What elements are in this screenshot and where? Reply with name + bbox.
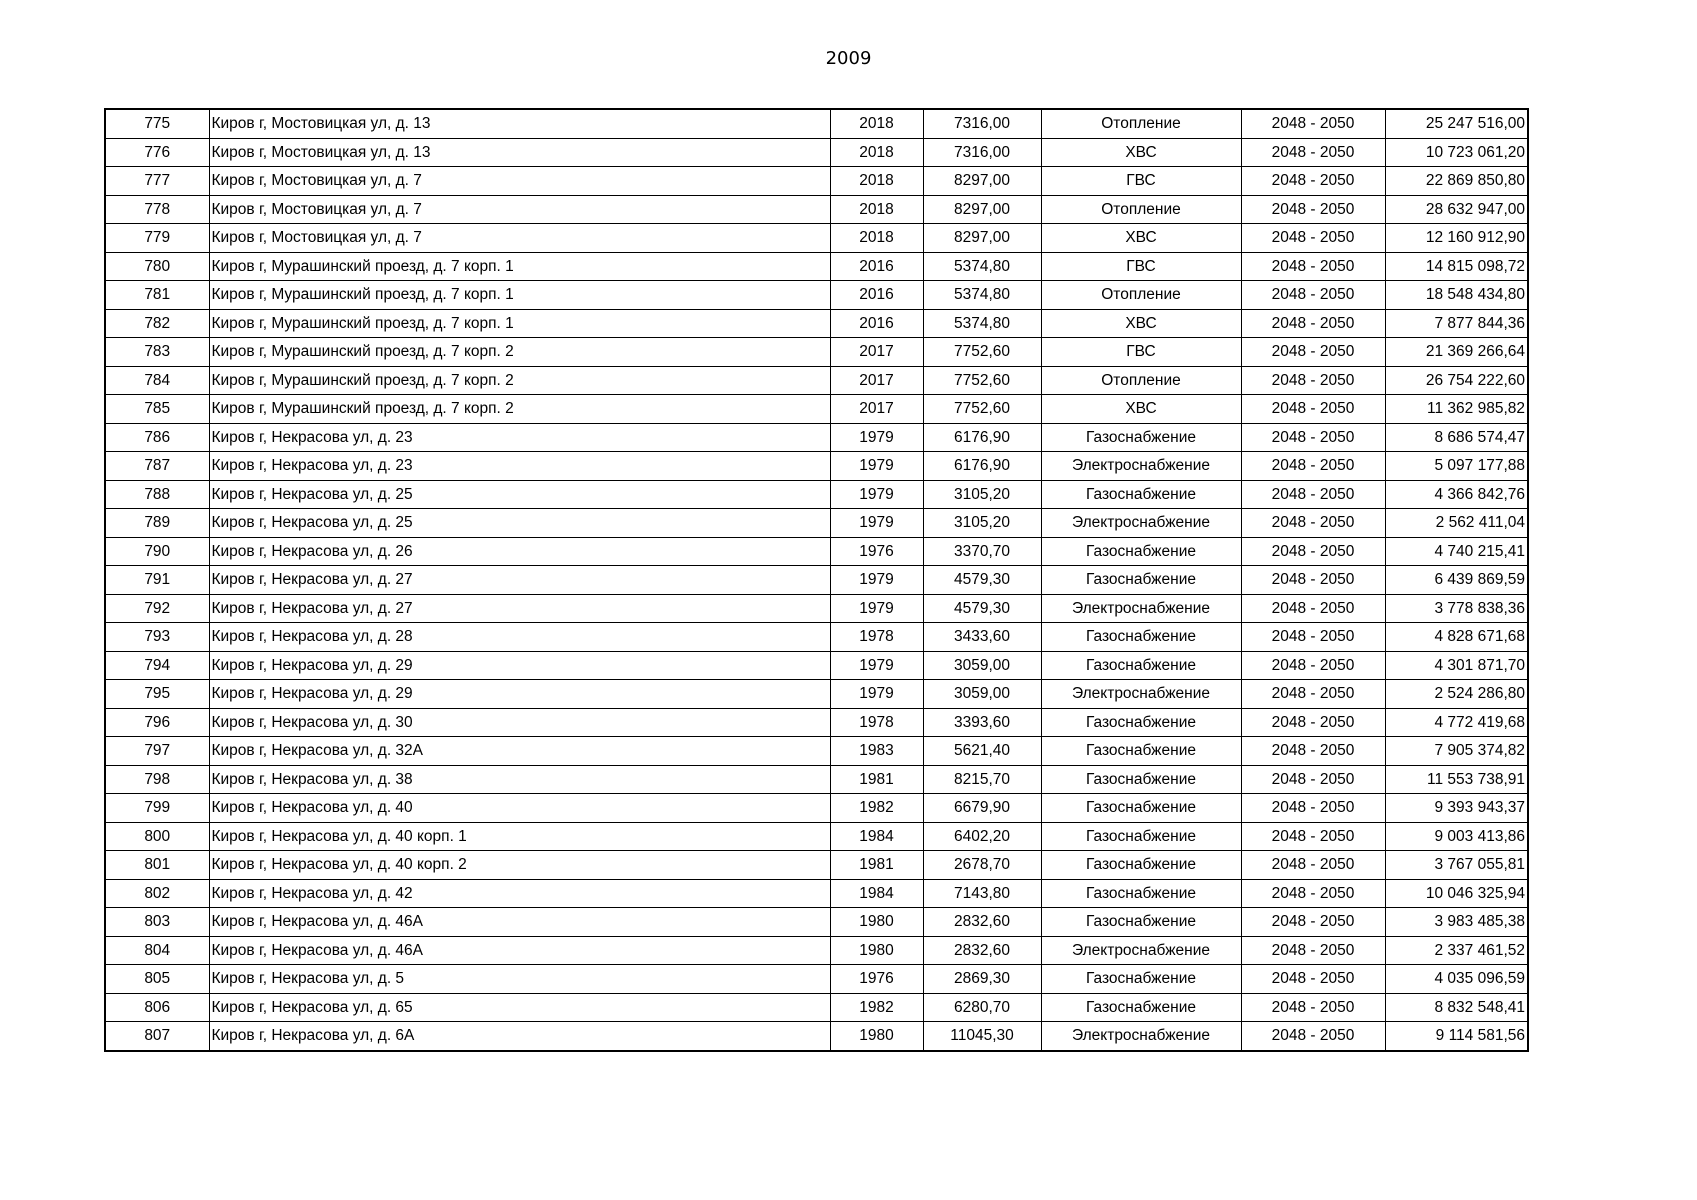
registry-body (105, 109, 1528, 1051)
row-number: 782 (105, 309, 209, 338)
area-cell: 7752,60 (923, 395, 1041, 424)
cost-cell: 11 553 738,91 (1385, 765, 1528, 794)
table-row (105, 594, 1528, 623)
row-number: 803 (105, 908, 209, 937)
table-row (105, 138, 1528, 167)
period-cell: 2048 - 2050 (1241, 566, 1385, 595)
service-cell: Газоснабжение (1041, 623, 1241, 652)
period-cell: 2048 - 2050 (1241, 224, 1385, 253)
address-cell: Киров г, Некрасова ул, д. 40 (209, 794, 830, 823)
address-cell: Киров г, Мурашинский проезд, д. 7 корп. 2 (209, 366, 830, 395)
row-number: 801 (105, 851, 209, 880)
address-cell: Киров г, Мостовицкая ул, д. 7 (209, 195, 830, 224)
table-row (105, 708, 1528, 737)
address-cell: Киров г, Некрасова ул, д. 65 (209, 993, 830, 1022)
address-cell: Киров г, Некрасова ул, д. 32А (209, 737, 830, 766)
row-number: 805 (105, 965, 209, 994)
period-cell: 2048 - 2050 (1241, 936, 1385, 965)
address-cell: Киров г, Некрасова ул, д. 23 (209, 423, 830, 452)
table-row (105, 851, 1528, 880)
area-cell: 2869,30 (923, 965, 1041, 994)
table-row (105, 252, 1528, 281)
cost-cell: 6 439 869,59 (1385, 566, 1528, 595)
address-cell: Киров г, Мостовицкая ул, д. 13 (209, 109, 830, 138)
cost-cell: 26 754 222,60 (1385, 366, 1528, 395)
service-cell: Отопление (1041, 281, 1241, 310)
year-cell: 2017 (830, 395, 923, 424)
row-number: 786 (105, 423, 209, 452)
year-cell: 1976 (830, 537, 923, 566)
address-cell: Киров г, Некрасова ул, д. 5 (209, 965, 830, 994)
row-number: 807 (105, 1022, 209, 1051)
year-cell: 2016 (830, 281, 923, 310)
year-cell: 1979 (830, 594, 923, 623)
row-number: 780 (105, 252, 209, 281)
row-number: 777 (105, 167, 209, 196)
service-cell: ХВС (1041, 138, 1241, 167)
area-cell: 6176,90 (923, 423, 1041, 452)
period-cell: 2048 - 2050 (1241, 680, 1385, 709)
table-row (105, 281, 1528, 310)
period-cell: 2048 - 2050 (1241, 908, 1385, 937)
row-number: 799 (105, 794, 209, 823)
table-row (105, 879, 1528, 908)
year-cell: 2018 (830, 167, 923, 196)
service-cell: ГВС (1041, 252, 1241, 281)
cost-cell: 10 046 325,94 (1385, 879, 1528, 908)
service-cell: Газоснабжение (1041, 993, 1241, 1022)
row-number: 775 (105, 109, 209, 138)
cost-cell: 21 369 266,64 (1385, 338, 1528, 367)
period-cell: 2048 - 2050 (1241, 822, 1385, 851)
address-cell: Киров г, Некрасова ул, д. 27 (209, 594, 830, 623)
cost-cell: 3 983 485,38 (1385, 908, 1528, 937)
table-row (105, 195, 1528, 224)
row-number: 781 (105, 281, 209, 310)
year-cell: 1978 (830, 623, 923, 652)
period-cell: 2048 - 2050 (1241, 708, 1385, 737)
service-cell: Газоснабжение (1041, 879, 1241, 908)
cost-cell: 25 247 516,00 (1385, 109, 1528, 138)
period-cell: 2048 - 2050 (1241, 1022, 1385, 1051)
address-cell: Киров г, Некрасова ул, д. 28 (209, 623, 830, 652)
cost-cell: 18 548 434,80 (1385, 281, 1528, 310)
period-cell: 2048 - 2050 (1241, 794, 1385, 823)
period-cell: 2048 - 2050 (1241, 993, 1385, 1022)
service-cell: Газоснабжение (1041, 794, 1241, 823)
service-cell: Отопление (1041, 109, 1241, 138)
table-row (105, 167, 1528, 196)
cost-cell: 22 869 850,80 (1385, 167, 1528, 196)
period-cell: 2048 - 2050 (1241, 195, 1385, 224)
area-cell: 3105,20 (923, 509, 1041, 538)
period-cell: 2048 - 2050 (1241, 509, 1385, 538)
cost-cell: 4 035 096,59 (1385, 965, 1528, 994)
service-cell: Газоснабжение (1041, 965, 1241, 994)
cost-cell: 12 160 912,90 (1385, 224, 1528, 253)
area-cell: 4579,30 (923, 566, 1041, 595)
address-cell: Киров г, Мурашинский проезд, д. 7 корп. 1 (209, 281, 830, 310)
year-cell: 2017 (830, 338, 923, 367)
address-cell: Киров г, Мостовицкая ул, д. 7 (209, 167, 830, 196)
address-cell: Киров г, Некрасова ул, д. 40 корп. 2 (209, 851, 830, 880)
row-number: 796 (105, 708, 209, 737)
service-cell: Электроснабжение (1041, 452, 1241, 481)
service-cell: Газоснабжение (1041, 480, 1241, 509)
service-cell: Электроснабжение (1041, 680, 1241, 709)
year-cell: 1980 (830, 936, 923, 965)
year-cell: 1981 (830, 765, 923, 794)
period-cell: 2048 - 2050 (1241, 338, 1385, 367)
table-row (105, 936, 1528, 965)
service-cell: Газоснабжение (1041, 566, 1241, 595)
table-row (105, 993, 1528, 1022)
service-cell: Газоснабжение (1041, 708, 1241, 737)
table-row (105, 395, 1528, 424)
year-cell: 2018 (830, 138, 923, 167)
service-cell: ГВС (1041, 167, 1241, 196)
year-cell: 1981 (830, 851, 923, 880)
service-cell: Газоснабжение (1041, 822, 1241, 851)
year-cell: 1979 (830, 651, 923, 680)
year-cell: 1979 (830, 566, 923, 595)
address-cell: Киров г, Некрасова ул, д. 25 (209, 509, 830, 538)
year-cell: 1984 (830, 822, 923, 851)
address-cell: Киров г, Некрасова ул, д. 46А (209, 908, 830, 937)
row-number: 794 (105, 651, 209, 680)
period-cell: 2048 - 2050 (1241, 281, 1385, 310)
year-cell: 1979 (830, 423, 923, 452)
area-cell: 2678,70 (923, 851, 1041, 880)
area-cell: 3059,00 (923, 651, 1041, 680)
area-cell: 11045,30 (923, 1022, 1041, 1051)
table-row (105, 908, 1528, 937)
period-cell: 2048 - 2050 (1241, 252, 1385, 281)
year-cell: 1980 (830, 908, 923, 937)
table-row (105, 623, 1528, 652)
address-cell: Киров г, Некрасова ул, д. 46А (209, 936, 830, 965)
table-row (105, 822, 1528, 851)
area-cell: 8297,00 (923, 167, 1041, 196)
area-cell: 2832,60 (923, 908, 1041, 937)
table-row (105, 566, 1528, 595)
area-cell: 7143,80 (923, 879, 1041, 908)
table-row (105, 366, 1528, 395)
cost-cell: 28 632 947,00 (1385, 195, 1528, 224)
year-cell: 2016 (830, 309, 923, 338)
area-cell: 6402,20 (923, 822, 1041, 851)
table-row (105, 537, 1528, 566)
cost-cell: 8 832 548,41 (1385, 993, 1528, 1022)
service-cell: Отопление (1041, 366, 1241, 395)
period-cell: 2048 - 2050 (1241, 480, 1385, 509)
service-cell: Газоснабжение (1041, 737, 1241, 766)
row-number: 788 (105, 480, 209, 509)
service-cell: ХВС (1041, 395, 1241, 424)
service-cell: Газоснабжение (1041, 651, 1241, 680)
period-cell: 2048 - 2050 (1241, 737, 1385, 766)
table-row (105, 680, 1528, 709)
area-cell: 3393,60 (923, 708, 1041, 737)
area-cell: 5374,80 (923, 281, 1041, 310)
table-row (105, 423, 1528, 452)
cost-cell: 4 366 842,76 (1385, 480, 1528, 509)
period-cell: 2048 - 2050 (1241, 651, 1385, 680)
year-cell: 1979 (830, 480, 923, 509)
address-cell: Киров г, Некрасова ул, д. 6А (209, 1022, 830, 1051)
table-row (105, 794, 1528, 823)
year-cell: 2018 (830, 195, 923, 224)
area-cell: 5621,40 (923, 737, 1041, 766)
cost-cell: 2 337 461,52 (1385, 936, 1528, 965)
row-number: 806 (105, 993, 209, 1022)
cost-cell: 2 524 286,80 (1385, 680, 1528, 709)
registry-table (104, 108, 1529, 1052)
address-cell: Киров г, Некрасова ул, д. 38 (209, 765, 830, 794)
row-number: 791 (105, 566, 209, 595)
address-cell: Киров г, Некрасова ул, д. 26 (209, 537, 830, 566)
period-cell: 2048 - 2050 (1241, 965, 1385, 994)
service-cell: Газоснабжение (1041, 423, 1241, 452)
year-cell: 1979 (830, 680, 923, 709)
area-cell: 3059,00 (923, 680, 1041, 709)
area-cell: 6679,90 (923, 794, 1041, 823)
cost-cell: 4 828 671,68 (1385, 623, 1528, 652)
address-cell: Киров г, Мурашинский проезд, д. 7 корп. 2 (209, 395, 830, 424)
row-number: 795 (105, 680, 209, 709)
year-cell: 1979 (830, 509, 923, 538)
address-cell: Киров г, Мурашинский проезд, д. 7 корп. 1 (209, 252, 830, 281)
service-cell: Газоснабжение (1041, 765, 1241, 794)
cost-cell: 4 740 215,41 (1385, 537, 1528, 566)
area-cell: 7316,00 (923, 109, 1041, 138)
row-number: 802 (105, 879, 209, 908)
area-cell: 8297,00 (923, 195, 1041, 224)
period-cell: 2048 - 2050 (1241, 395, 1385, 424)
cost-cell: 2 562 411,04 (1385, 509, 1528, 538)
year-cell: 1982 (830, 794, 923, 823)
period-cell: 2048 - 2050 (1241, 623, 1385, 652)
table-row (105, 309, 1528, 338)
period-cell: 2048 - 2050 (1241, 594, 1385, 623)
row-number: 793 (105, 623, 209, 652)
service-cell: Газоснабжение (1041, 908, 1241, 937)
area-cell: 2832,60 (923, 936, 1041, 965)
address-cell: Киров г, Мостовицкая ул, д. 13 (209, 138, 830, 167)
area-cell: 4579,30 (923, 594, 1041, 623)
service-cell: ХВС (1041, 224, 1241, 253)
row-number: 785 (105, 395, 209, 424)
period-cell: 2048 - 2050 (1241, 309, 1385, 338)
cost-cell: 3 767 055,81 (1385, 851, 1528, 880)
row-number: 804 (105, 936, 209, 965)
cost-cell: 8 686 574,47 (1385, 423, 1528, 452)
area-cell: 7752,60 (923, 338, 1041, 367)
year-cell: 2018 (830, 224, 923, 253)
address-cell: Киров г, Мурашинский проезд, д. 7 корп. 1 (209, 309, 830, 338)
cost-cell: 7 905 374,82 (1385, 737, 1528, 766)
row-number: 800 (105, 822, 209, 851)
service-cell: Отопление (1041, 195, 1241, 224)
table-row (105, 965, 1528, 994)
row-number: 787 (105, 452, 209, 481)
year-cell: 1984 (830, 879, 923, 908)
year-cell: 1982 (830, 993, 923, 1022)
area-cell: 7316,00 (923, 138, 1041, 167)
cost-cell: 4 772 419,68 (1385, 708, 1528, 737)
period-cell: 2048 - 2050 (1241, 167, 1385, 196)
table-row (105, 651, 1528, 680)
address-cell: Киров г, Некрасова ул, д. 27 (209, 566, 830, 595)
year-cell: 1983 (830, 737, 923, 766)
row-number: 776 (105, 138, 209, 167)
row-number: 790 (105, 537, 209, 566)
cost-cell: 7 877 844,36 (1385, 309, 1528, 338)
period-cell: 2048 - 2050 (1241, 537, 1385, 566)
area-cell: 3370,70 (923, 537, 1041, 566)
row-number: 778 (105, 195, 209, 224)
cost-cell: 9 003 413,86 (1385, 822, 1528, 851)
address-cell: Киров г, Некрасова ул, д. 23 (209, 452, 830, 481)
service-cell: Газоснабжение (1041, 851, 1241, 880)
service-cell: ГВС (1041, 338, 1241, 367)
year-cell: 2017 (830, 366, 923, 395)
table-row (105, 509, 1528, 538)
area-cell: 3433,60 (923, 623, 1041, 652)
year-cell: 2018 (830, 109, 923, 138)
year-cell: 1978 (830, 708, 923, 737)
cost-cell: 9 393 943,37 (1385, 794, 1528, 823)
area-cell: 7752,60 (923, 366, 1041, 395)
period-cell: 2048 - 2050 (1241, 138, 1385, 167)
cost-cell: 10 723 061,20 (1385, 138, 1528, 167)
service-cell: Электроснабжение (1041, 936, 1241, 965)
area-cell: 5374,80 (923, 309, 1041, 338)
row-number: 783 (105, 338, 209, 367)
period-cell: 2048 - 2050 (1241, 765, 1385, 794)
area-cell: 8297,00 (923, 224, 1041, 253)
table-row (105, 224, 1528, 253)
year-cell: 2016 (830, 252, 923, 281)
period-cell: 2048 - 2050 (1241, 366, 1385, 395)
period-cell: 2048 - 2050 (1241, 851, 1385, 880)
address-cell: Киров г, Мурашинский проезд, д. 7 корп. 2 (209, 338, 830, 367)
service-cell: Электроснабжение (1041, 594, 1241, 623)
service-cell: Электроснабжение (1041, 1022, 1241, 1051)
address-cell: Киров г, Некрасова ул, д. 25 (209, 480, 830, 509)
cost-cell: 4 301 871,70 (1385, 651, 1528, 680)
table-row (105, 765, 1528, 794)
area-cell: 3105,20 (923, 480, 1041, 509)
table-row (105, 338, 1528, 367)
area-cell: 8215,70 (923, 765, 1041, 794)
cost-cell: 14 815 098,72 (1385, 252, 1528, 281)
table-row (105, 737, 1528, 766)
row-number: 779 (105, 224, 209, 253)
row-number: 792 (105, 594, 209, 623)
cost-cell: 3 778 838,36 (1385, 594, 1528, 623)
row-number: 797 (105, 737, 209, 766)
year-cell: 1979 (830, 452, 923, 481)
address-cell: Киров г, Некрасова ул, д. 42 (209, 879, 830, 908)
cost-cell: 9 114 581,56 (1385, 1022, 1528, 1051)
area-cell: 5374,80 (923, 252, 1041, 281)
period-cell: 2048 - 2050 (1241, 109, 1385, 138)
row-number: 784 (105, 366, 209, 395)
period-cell: 2048 - 2050 (1241, 452, 1385, 481)
address-cell: Киров г, Некрасова ул, д. 30 (209, 708, 830, 737)
table-row (105, 452, 1528, 481)
table-row (105, 109, 1528, 138)
service-cell: Электроснабжение (1041, 509, 1241, 538)
cost-cell: 5 097 177,88 (1385, 452, 1528, 481)
area-cell: 6280,70 (923, 993, 1041, 1022)
period-cell: 2048 - 2050 (1241, 423, 1385, 452)
table-row (105, 1022, 1528, 1051)
service-cell: Газоснабжение (1041, 537, 1241, 566)
row-number: 789 (105, 509, 209, 538)
address-cell: Киров г, Некрасова ул, д. 29 (209, 680, 830, 709)
year-cell: 1976 (830, 965, 923, 994)
period-cell: 2048 - 2050 (1241, 879, 1385, 908)
service-cell: ХВС (1041, 309, 1241, 338)
page-number: 2009 (825, 48, 872, 69)
year-cell: 1980 (830, 1022, 923, 1051)
address-cell: Киров г, Некрасова ул, д. 40 корп. 1 (209, 822, 830, 851)
address-cell: Киров г, Некрасова ул, д. 29 (209, 651, 830, 680)
address-cell: Киров г, Мостовицкая ул, д. 7 (209, 224, 830, 253)
row-number: 798 (105, 765, 209, 794)
area-cell: 6176,90 (923, 452, 1041, 481)
table-row (105, 480, 1528, 509)
cost-cell: 11 362 985,82 (1385, 395, 1528, 424)
